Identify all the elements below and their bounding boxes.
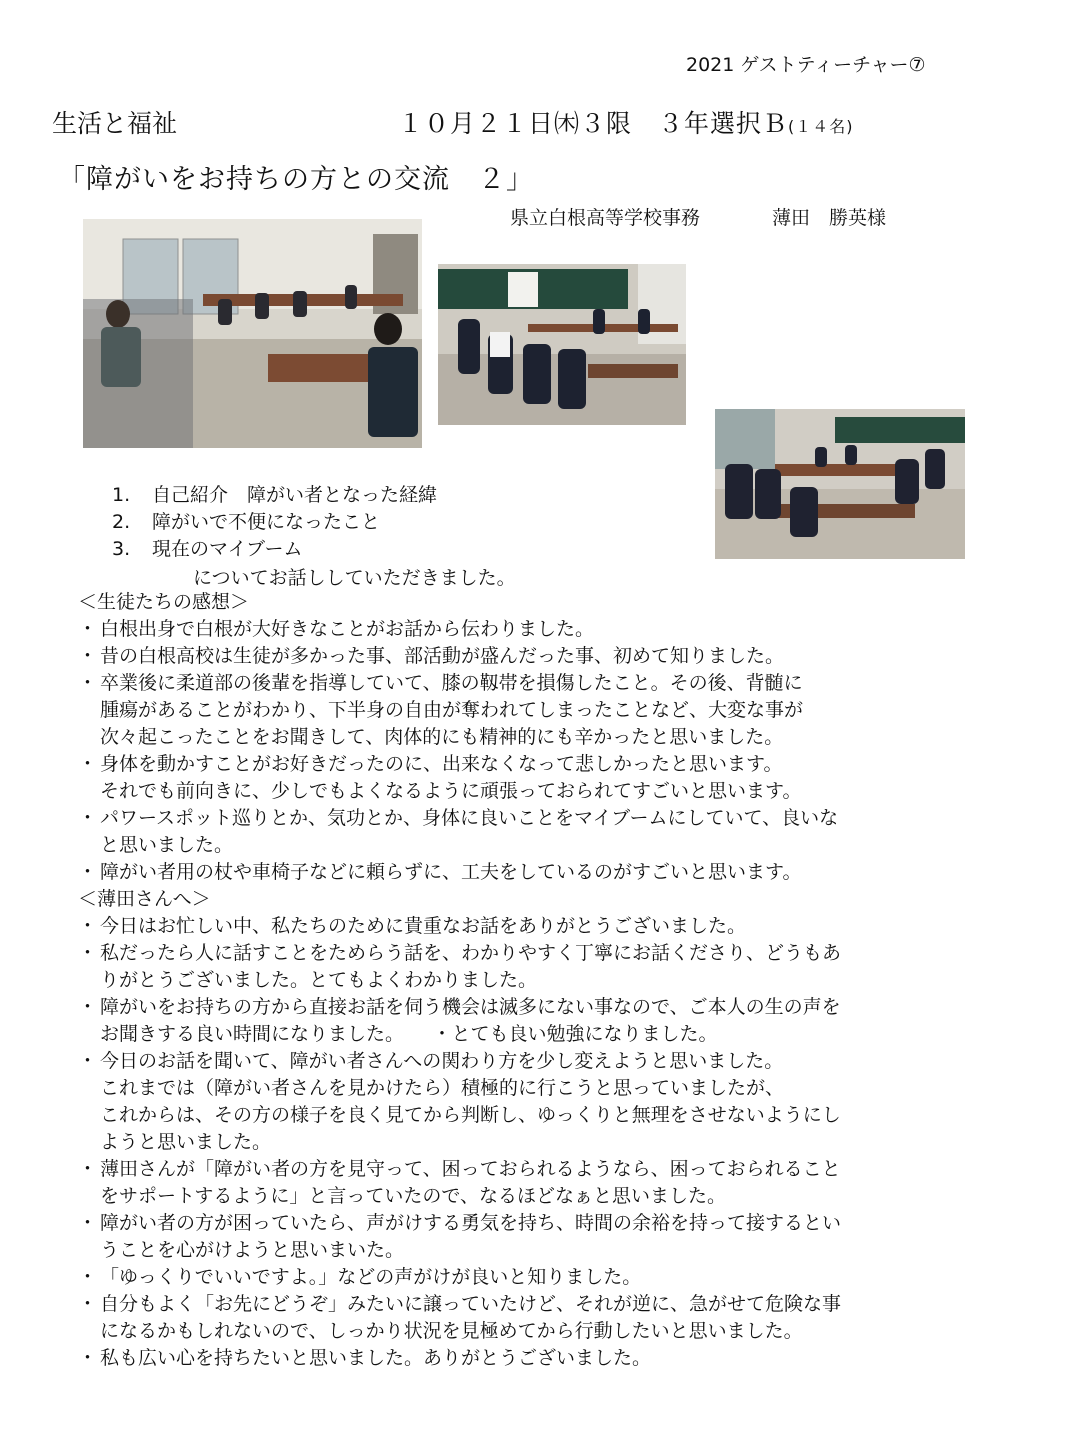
comment-item bbox=[78, 643, 1018, 670]
comment-item bbox=[78, 1156, 1018, 1210]
comment-line: ・ 今日のお話を聞いて、障がい者さんへの関わり方を少し変えようと思いました。 bbox=[78, 1048, 1018, 1075]
impressions-list bbox=[78, 616, 1018, 886]
comment-line: りがとうございました。とてもよくわかりました。 bbox=[100, 969, 538, 991]
comment-line: と思いました。 bbox=[100, 834, 234, 856]
student-count: (１４名) bbox=[788, 117, 854, 136]
comment-item bbox=[78, 940, 1018, 994]
comment-line: になるかもしれないので、しっかり状況を見極めてから行動したいと思いました。 bbox=[100, 1320, 803, 1342]
comment-line: ・ 障がい者の方が困っていたら、声がけする勇気を持ち、時間の余裕を持って接するとい bbox=[78, 1210, 1018, 1237]
photo-classroom-blackboard bbox=[438, 264, 686, 425]
comment-line: ・ 自分もよく「お先にどうぞ」みたいに譲っていたけど、それが逆に、急がせて危険な事 bbox=[78, 1291, 1018, 1318]
comment-line: これまでは（障がい者さんを見かけたら）積極的に行こうと思っていましたが、 bbox=[100, 1077, 785, 1099]
comment-item bbox=[78, 751, 1018, 805]
comment-item bbox=[78, 805, 1018, 859]
comment-line: お聞きする良い時間になりました。 ・とても良い勉強になりました。 bbox=[100, 1023, 718, 1045]
comment-line: ・ 私も広い心を持ちたいと思いました。ありがとうございました。 bbox=[78, 1345, 1018, 1372]
comments-body bbox=[78, 589, 1018, 1372]
to-usuda-heading: ＜薄田さんへ＞ bbox=[78, 888, 211, 910]
topic-text: 障がいで不便になったこと bbox=[152, 511, 381, 533]
topics-tail: についてお話ししていただきました。 bbox=[193, 567, 516, 589]
series-label: 2021 ゲストティーチャー⑦ bbox=[686, 54, 926, 76]
speaker-name: 薄田 勝英様 bbox=[772, 207, 887, 229]
comment-line: ・ 卒業後に柔道部の後輩を指導していて、膝の靱帯を損傷したこと。その後、背髄に bbox=[78, 670, 1018, 697]
comment-line: ・ 昔の白根高校は生徒が多かった事、部活動が盛んだった事、初めて知りました。 bbox=[78, 643, 1018, 670]
comment-item bbox=[78, 616, 1018, 643]
comment-item bbox=[78, 1210, 1018, 1264]
comment-line: それでも前向きに、少しでもよくなるように頑張っておられてすごいと思います。 bbox=[100, 780, 802, 802]
topic-item bbox=[112, 509, 437, 536]
comment-line: ・ 障がい者用の杖や車椅子などに頼らずに、工夫をしているのがすごいと思います。 bbox=[78, 859, 1018, 886]
comment-item bbox=[78, 670, 1018, 751]
speaker-line bbox=[510, 203, 886, 230]
topic-item bbox=[112, 536, 437, 563]
impressions-heading: ＜生徒たちの感想＞ bbox=[78, 591, 250, 613]
comment-line: ようと思いました。 bbox=[100, 1131, 272, 1153]
topic-item bbox=[112, 482, 437, 509]
comment-line: ・ パワースポット巡りとか、気功とか、身体に良いことをマイブームにしていて、良いな bbox=[78, 805, 1018, 832]
subject-title: 生活と福祉 bbox=[52, 109, 178, 138]
comment-line: ・ 今日はお忙しい中、私たちのために貴重なお話をありがとうございました。 bbox=[78, 913, 1018, 940]
topic-number: 3. bbox=[112, 538, 131, 560]
comment-line: 次々起こったことをお聞きして、肉体的にも精神的にも辛かったと思いました。 bbox=[100, 726, 784, 748]
lesson-date bbox=[398, 104, 854, 140]
comment-line: これからは、その方の様子を良く見てから判断し、ゆっくりと無理をさせないようにし bbox=[100, 1104, 841, 1126]
comment-item bbox=[78, 1291, 1018, 1345]
comment-line: ・ 薄田さんが「障がい者の方を見守って、困っておられるようなら、困っておられること bbox=[78, 1156, 1018, 1183]
comment-item bbox=[78, 913, 1018, 940]
comment-item bbox=[78, 1345, 1018, 1372]
photo-students-at-tables bbox=[715, 409, 965, 559]
to-usuda-list bbox=[78, 913, 1018, 1372]
comment-item bbox=[78, 859, 1018, 886]
comment-item bbox=[78, 1048, 1018, 1156]
comment-line: ・ 私だったら人に話すことをためらう話を、わかりやすく丁寧にお話くださり、どうもあ bbox=[78, 940, 1018, 967]
comment-line: ・ 「ゆっくりでいいですよ。」などの声がけが良いと知りました。 bbox=[78, 1264, 1018, 1291]
topic-number: 2. bbox=[112, 511, 131, 533]
topic-text: 現在のマイブーム bbox=[152, 538, 303, 560]
comment-line: ・ 障がいをお持ちの方から直接お話を伺う機会は滅多にない事なので、ご本人の生の声を bbox=[78, 994, 1018, 1021]
comment-line: 腫瘍があることがわかり、下半身の自由が奪われてしまったことなど、大変な事が bbox=[100, 699, 804, 721]
comment-line: うことを心がけようと思いまいた。 bbox=[100, 1239, 405, 1261]
comment-item bbox=[78, 1264, 1018, 1291]
page-title: 「障がいをお持ちの方との交流 ２」 bbox=[58, 164, 534, 195]
topic-list bbox=[112, 482, 437, 563]
comment-line: をサポートするように」と言っていたので、なるほどなぁと思いました。 bbox=[100, 1185, 727, 1207]
speaker-org: 県立白根高等学校事務 bbox=[510, 207, 701, 229]
comment-item bbox=[78, 994, 1018, 1048]
photo-guest-speaker-with-students bbox=[83, 219, 422, 448]
comment-line: ・ 身体を動かすことがお好きだったのに、出来なくなって悲しかったと思います。 bbox=[78, 751, 1018, 778]
topic-text: 自己紹介 障がい者となった経緯 bbox=[152, 484, 438, 506]
lesson-date-text: １０月２１日㈭３限 ３年選択Ｂ bbox=[398, 109, 789, 138]
topic-number: 1. bbox=[112, 484, 131, 506]
comment-line: ・ 白根出身で白根が大好きなことがお話から伝わりました。 bbox=[78, 616, 1018, 643]
